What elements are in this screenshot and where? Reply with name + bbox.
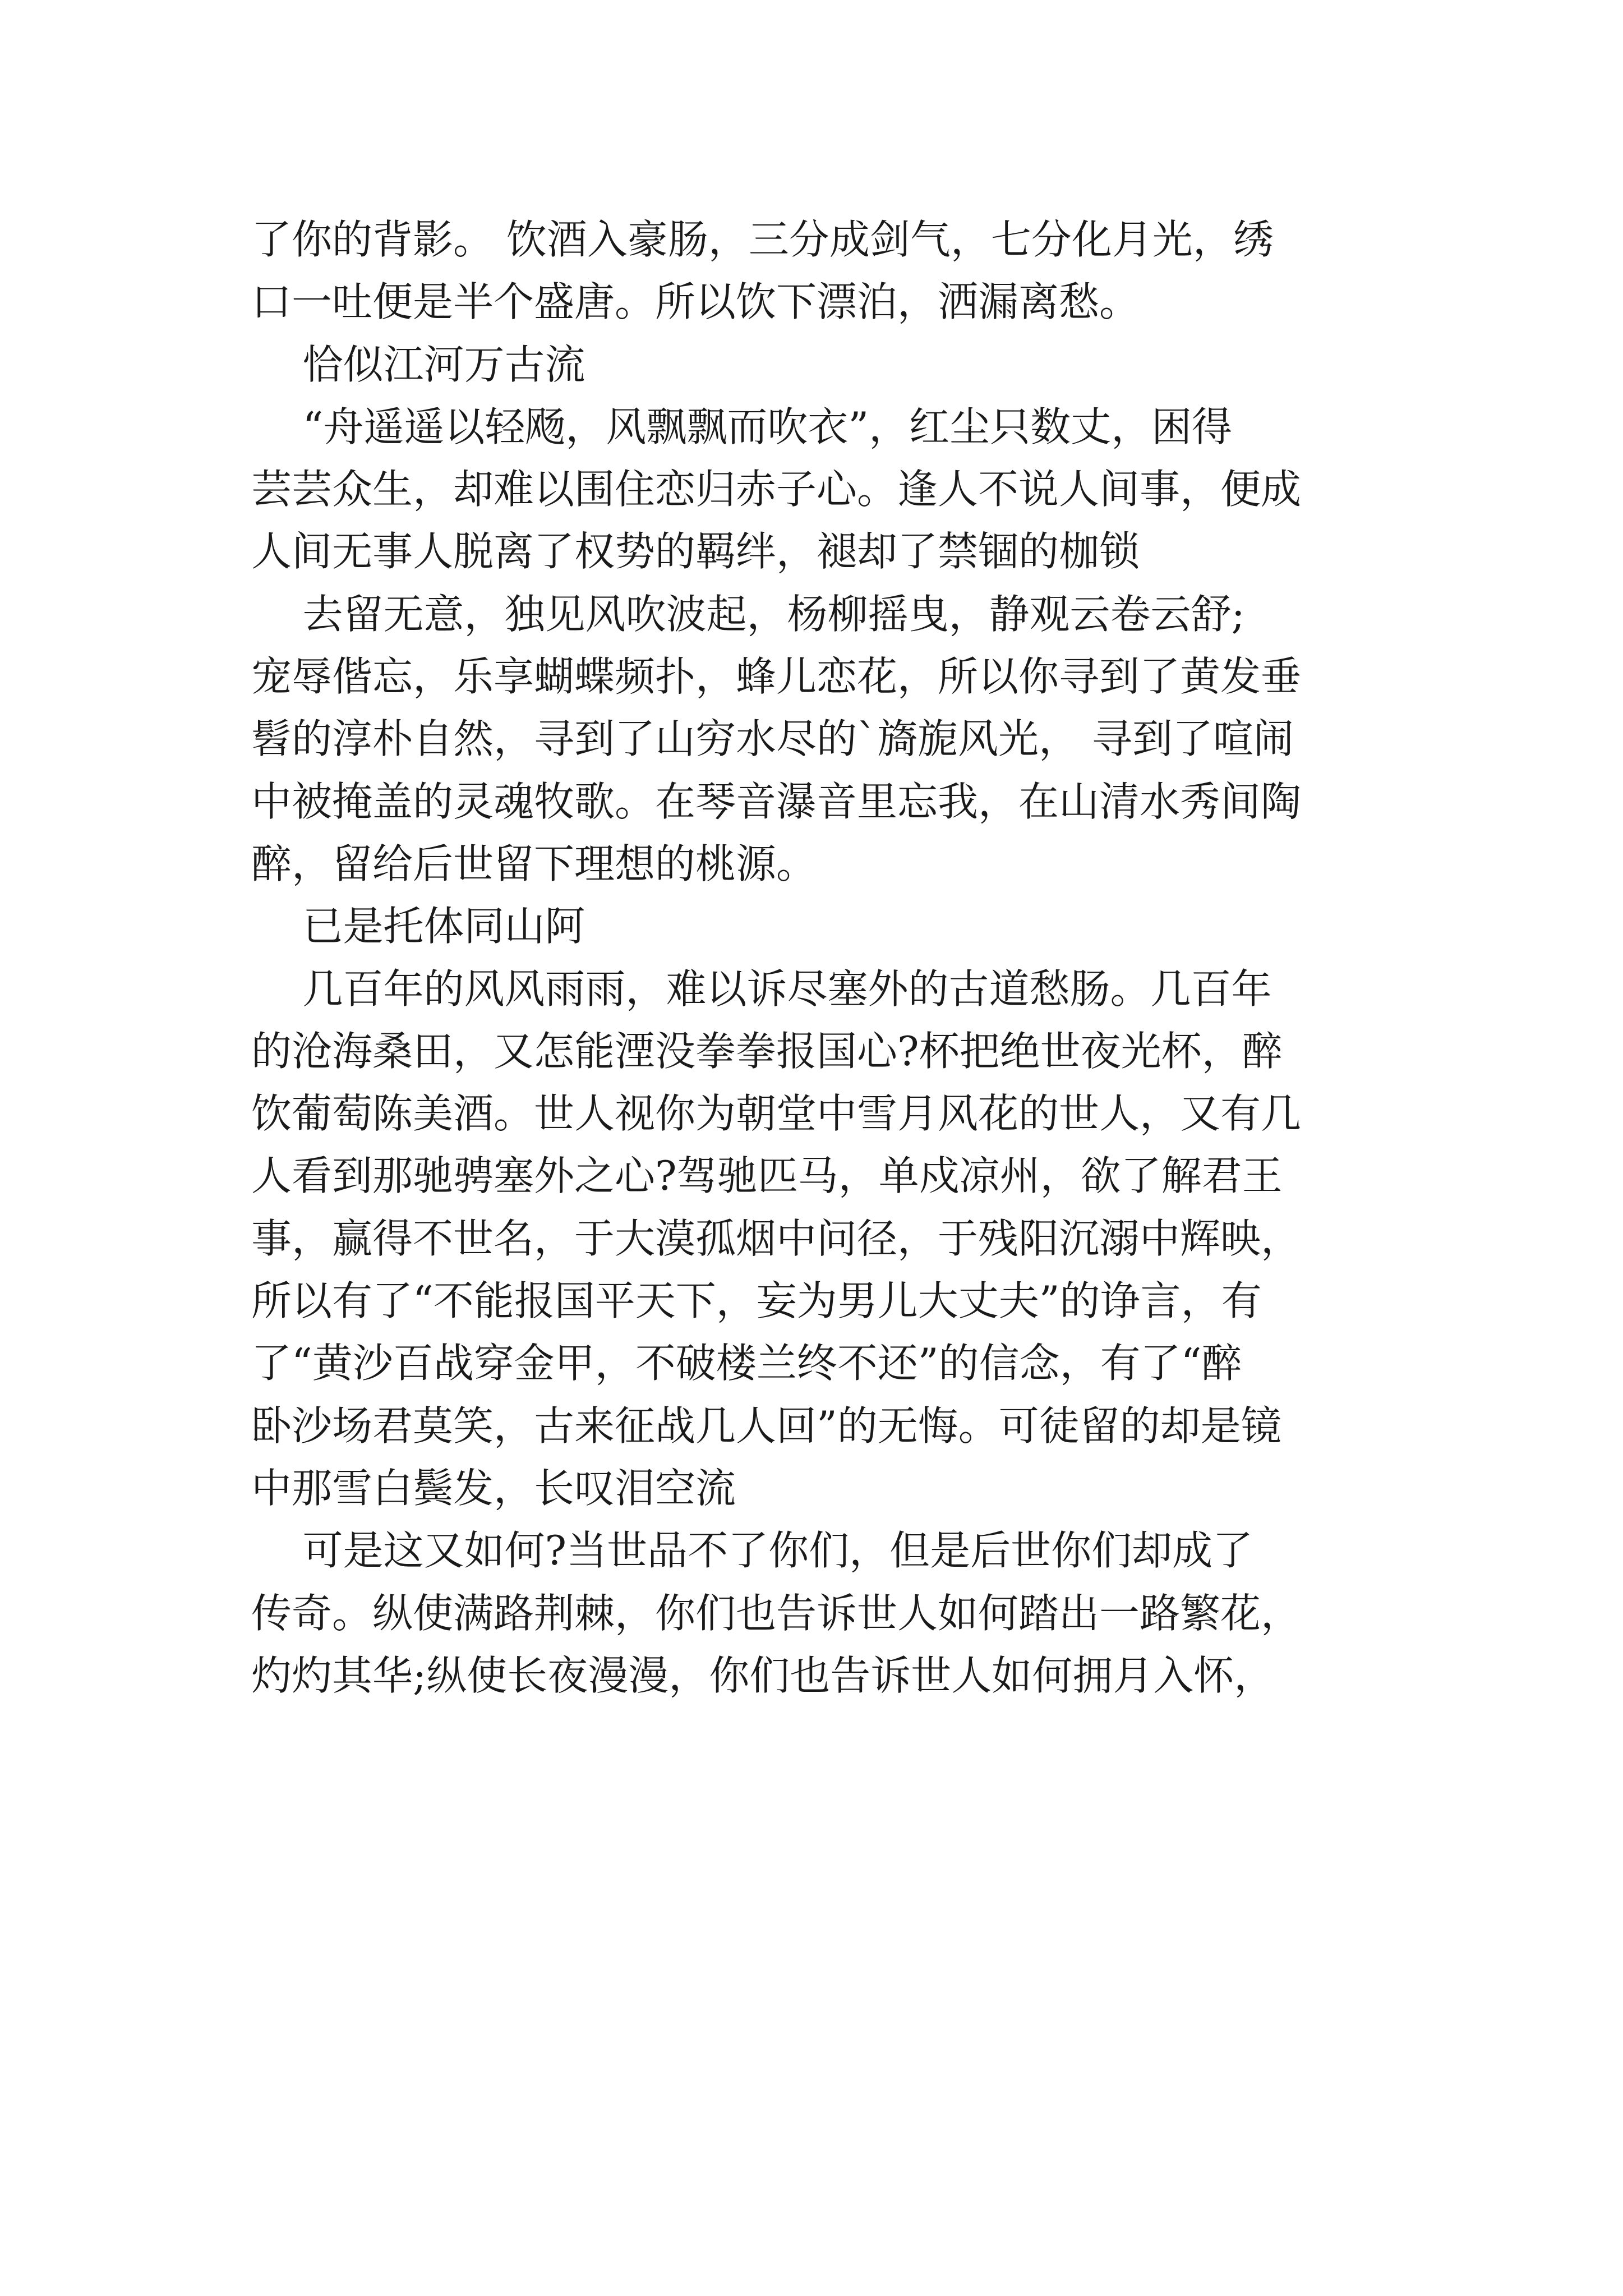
text-line: 传奇。纵使满路荆棘，你们也告诉世人如何踏出一路繁花， bbox=[251, 1589, 1302, 1637]
text-line: 人间无事人脱离了权势的羁绊，褪却了禁锢的枷锁 bbox=[251, 528, 1140, 576]
text-line: 中被掩盖的灵魂牧歌。在琴音瀑音里忘我，在山清水秀间陶 bbox=[251, 777, 1302, 825]
text-line: 饮葡萄陈美酒。世人视你为朝堂中雪月风花的世人，又有几 bbox=[251, 1090, 1302, 1138]
text-line: 宠辱偕忘，乐享蝴蝶频扑，蜂儿恋花，所以你寻到了黄发垂 bbox=[251, 653, 1302, 701]
text-line: 髫的淳朴自然，寻到了山穷水尽的`旖旎风光， 寻到了喧闹 bbox=[251, 715, 1294, 763]
text-line: 所以有了“不能报国平天下，妄为男儿大丈夫”的诤言，有 bbox=[251, 1277, 1262, 1325]
text-line: 几百年的风风雨雨，难以诉尽塞外的古道愁肠。几百年 bbox=[251, 965, 1272, 1013]
text-line: 了你的背影。 饮酒入豪肠，三分成剑气，七分化月光，绣 bbox=[251, 216, 1274, 263]
essay-body bbox=[251, 209, 1384, 1707]
text-line: 口一吐便是半个盛唐。所以饮下漂泊，洒漏离愁。 bbox=[251, 278, 1140, 326]
text-line: 的沧海桑田，又怎能湮没拳拳报国心?杯把绝世夜光杯，醉 bbox=[251, 1027, 1283, 1075]
text-line: 可是这又如何?当世品不了你们，但是后世你们却成了 bbox=[251, 1527, 1253, 1575]
section-heading: 已是托体同山阿 bbox=[251, 903, 585, 950]
text-line: 事，赢得不世名，于大漠孤烟中问径，于残阳沉溺中辉映， bbox=[251, 1214, 1302, 1262]
text-line: 醉，留给后世留下理想的桃源。 bbox=[251, 840, 817, 887]
text-line: 人看到那驰骋塞外之心?驾驰匹马，单戍凉州，欲了解君王 bbox=[251, 1152, 1283, 1200]
text-line: 去留无意，独见风吹波起，杨柳摇曳，静观云卷云舒; bbox=[251, 590, 1245, 638]
text-line: “舟遥遥以轻飏，风飘飘而吹衣”，红尘只数丈，困得 bbox=[251, 403, 1233, 450]
text-line: 中那雪白鬓发，长叹泪空流 bbox=[251, 1464, 736, 1512]
text-line: 卧沙场君莫笑，古来征战几人回”的无悔。可徒留的却是镜 bbox=[251, 1402, 1281, 1450]
text-line: 了“黄沙百战穿金甲，不破楼兰终不还”的信念，有了“醉 bbox=[251, 1340, 1242, 1387]
text-line: 芸芸众生，却难以围住恋归赤子心。逢人不说人间事，便成 bbox=[251, 466, 1302, 513]
section-heading: 恰似江河万古流 bbox=[251, 341, 585, 388]
text-line: 灼灼其华;纵使长夜漫漫，你们也告诉世人如何拥月入怀， bbox=[251, 1651, 1275, 1699]
